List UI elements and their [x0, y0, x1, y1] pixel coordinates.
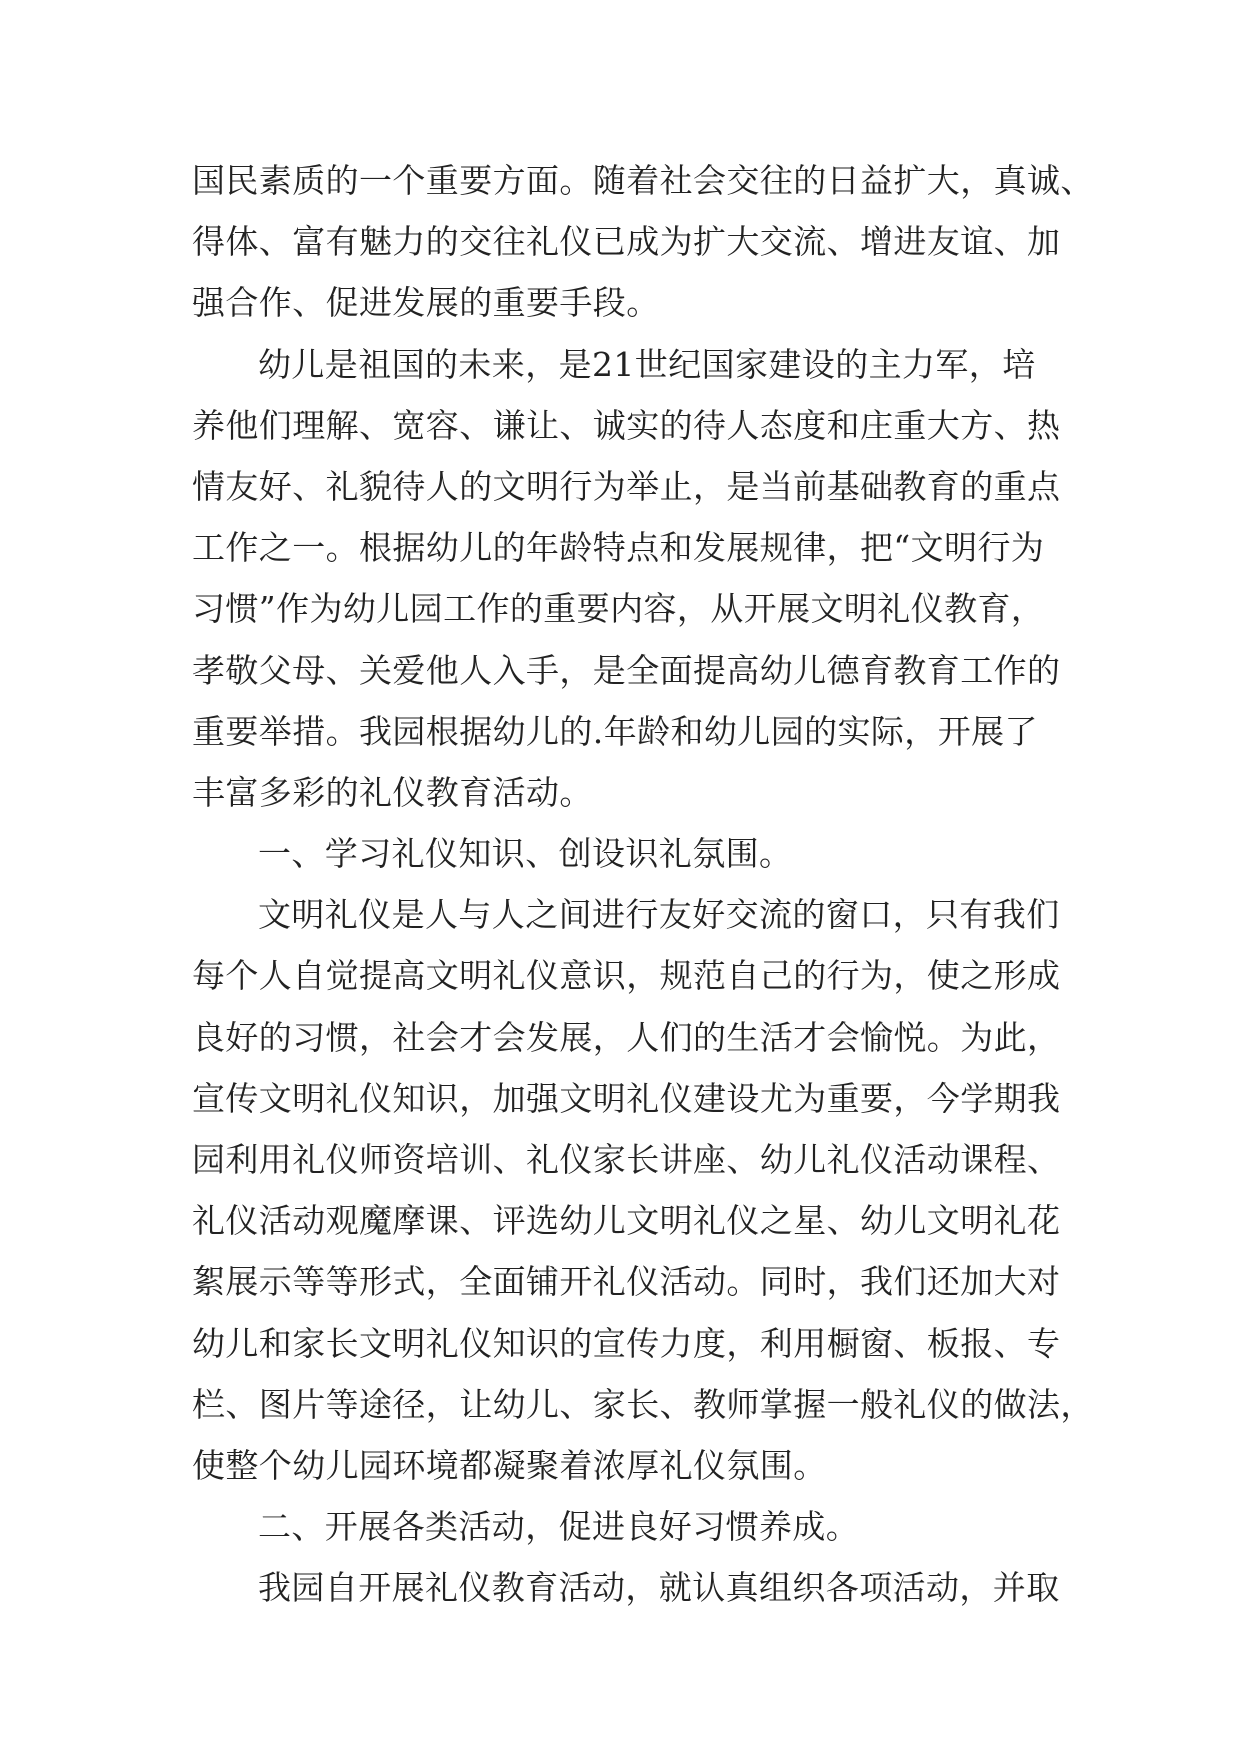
- text-line: 国民素质的一个重要方面。随着社会交往的日益扩大，真诚、: [192, 161, 1094, 200]
- section-heading-1: 一、学习礼仪知识、创设识礼氛围。: [258, 834, 793, 874]
- text-line: 习惯”作为幼儿园工作的重要内容，从开展文明礼仪教育，: [192, 589, 1045, 629]
- paragraph-first-line: 幼儿是祖国的未来，是21世纪国家建设的主力军，培: [258, 344, 1036, 384]
- text-line: 使整个幼儿园环境都凝聚着浓厚礼仪氛围。: [192, 1445, 827, 1485]
- text-line: 幼儿和家长文明礼仪知识的宣传力度，利用橱窗、板报、专: [192, 1323, 1061, 1363]
- section-heading-2: 二、开展各类活动，促进良好习惯养成。: [258, 1507, 860, 1547]
- text-line: 得体、富有魅力的交往礼仪已成为扩大交流、增进友谊、加: [192, 222, 1061, 262]
- text-line: 丰富多彩的礼仪教育活动。: [192, 772, 593, 812]
- document-body-text: [192, 150, 1094, 1619]
- text-line: 强合作、促进发展的重要手段。: [192, 283, 660, 323]
- text-line: 园利用礼仪师资培训、礼仪家长讲座、幼儿礼仪活动课程、: [192, 1140, 1061, 1179]
- paragraph-first-line: 文明礼仪是人与人之间进行友好交流的窗口，只有我们: [258, 895, 1060, 935]
- text-line: 情友好、礼貌待人的文明行为举止，是当前基础教育的重点: [192, 466, 1061, 506]
- text-line: 礼仪活动观魔摩课、评选幼儿文明礼仪之星、幼儿文明礼花: [192, 1201, 1061, 1241]
- text-line: 良好的习惯，社会才会发展，人们的生活才会愉悦。为此，: [192, 1017, 1061, 1057]
- text-line: 每个人自觉提高文明礼仪意识，规范自己的行为，使之形成: [192, 956, 1061, 996]
- text-line: 养他们理解、宽容、谦让、诚实的待人态度和庄重大方、热: [192, 405, 1061, 445]
- text-line: 重要举措。我园根据幼儿的.年龄和幼儿园的实际，开展了: [192, 711, 1038, 751]
- text-line: 絮展示等等形式，全面铺开礼仪活动。同时，我们还加大对: [192, 1262, 1061, 1302]
- text-line: 工作之一。根据幼儿的年龄特点和发展规律，把“文明行为: [192, 528, 1045, 568]
- text-line: 宣传文明礼仪知识，加强文明礼仪建设尤为重要，今学期我: [192, 1078, 1061, 1118]
- paragraph-first-line: 我园自开展礼仪教育活动，就认真组织各项活动，并取: [258, 1568, 1060, 1608]
- text-line: 孝敬父母、关爱他人入手，是全面提高幼儿德育教育工作的: [192, 650, 1061, 690]
- text-line: 栏、图片等途径，让幼儿、家长、教师掌握一般礼仪的做法，: [192, 1384, 1094, 1424]
